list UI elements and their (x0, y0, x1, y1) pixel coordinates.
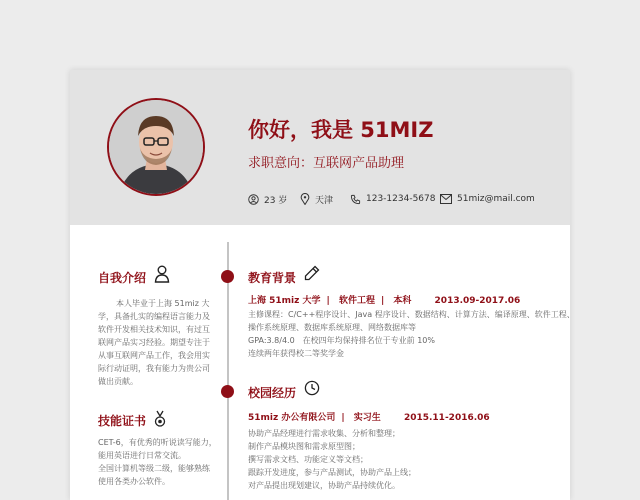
about-line: 做出贡献。 (98, 377, 138, 386)
info-age (248, 192, 287, 206)
education-degree: 本科 (393, 296, 412, 306)
clock-icon (304, 380, 320, 396)
campus-title: 校园经历 (248, 386, 297, 400)
campus-role: 实习生 (353, 413, 381, 423)
education-line: 操作系统原理、数据库系统原理、网络数据库等 (248, 323, 416, 332)
pencil-icon (304, 265, 320, 281)
about-line: 从事互联网产品工作，我会用实 (98, 351, 210, 360)
email-icon (440, 194, 452, 204)
avatar-photo (109, 100, 203, 194)
info-location-text: 天津 (315, 195, 334, 206)
campus-summary: 51miz 办公有限公司 | 实习生 2015.11-2016.06 (248, 413, 490, 423)
about-line: 际行动证明，我有能力为贵公司 (98, 364, 210, 373)
info-location (300, 192, 333, 206)
education-details (248, 308, 575, 360)
timeline-dot-campus (221, 385, 234, 398)
campus-period: 2015.11-2016.06 (403, 413, 490, 423)
campus-line: 协助产品经理进行需求收集、分析和整理； (248, 429, 400, 438)
about-line: 本人毕业于上海 51miz 大 (116, 299, 210, 308)
info-age-text: 23 岁 (264, 195, 288, 206)
resume-header (70, 70, 570, 225)
campus-line: 对产品提出现划建议，协助产品持续优化。 (248, 481, 400, 490)
campus-org: 51miz 办公有限公司 (248, 413, 336, 423)
avatar (107, 98, 205, 196)
education-title: 教育背景 (248, 271, 297, 285)
education-major: 软件工程 (338, 296, 375, 306)
skills-text (98, 436, 217, 488)
education-line: 连续两年获得校二等奖学金 (248, 349, 344, 358)
about-line: 学，具备扎实的编程语言能力及 (98, 312, 210, 321)
about-line: 联网产品实习经验。期望专注于 (98, 338, 210, 347)
timeline-dot-education (221, 270, 234, 283)
phone-icon (350, 194, 361, 205)
resume-page (70, 70, 575, 500)
job-intent: 求职意向：互联网产品助理 (248, 156, 405, 171)
skills-title: 技能证书 (98, 414, 147, 428)
education-period: 2013.09-2017.06 (434, 296, 521, 306)
medal-icon (154, 410, 166, 428)
about-title: 自我介绍 (98, 271, 147, 285)
page-title: 你好，我是 51MIZ (248, 118, 434, 142)
about-line: 软件开发相关技术知识，有过互 (98, 325, 210, 334)
about-text (98, 297, 212, 388)
skills-line: 全国计算机等级二级，能够熟练 (98, 464, 210, 473)
info-email (440, 192, 535, 206)
education-line: 主修课程：C/C++程序设计、Java 程序设计、数据结构、计算方法、编译原理、软件工程、 (248, 310, 575, 319)
campus-line: 跟踪开发进度，参与产品测试，协助产品上线； (248, 468, 416, 477)
skills-line: 能用英语进行日常交流。 (98, 451, 186, 460)
location-pin-icon (300, 193, 310, 205)
campus-line: 撰写需求文档、功能定义等文档； (248, 455, 368, 464)
user-icon (248, 194, 259, 205)
info-email-text: 51miz@mail.com (457, 194, 535, 204)
education-summary: 上海 51miz 大学 | 软件工程 | 本科 2013.09-2017.06 (248, 296, 521, 306)
education-line: GPA:3.8/4.0 在校四年均保持排名位于专业前 10% (248, 336, 436, 345)
person-icon (154, 265, 170, 283)
info-phone (350, 192, 435, 206)
skills-line: 使用各类办公软件。 (98, 477, 170, 486)
skills-line: CET-6，有优秀的听说读写能力， (98, 438, 217, 447)
info-phone-text: 123-1234-5678 (366, 194, 436, 204)
campus-line: 制作产品模块图和需求原型图； (248, 442, 360, 451)
education-school: 上海 51miz 大学 (248, 296, 321, 306)
campus-details (248, 427, 548, 492)
